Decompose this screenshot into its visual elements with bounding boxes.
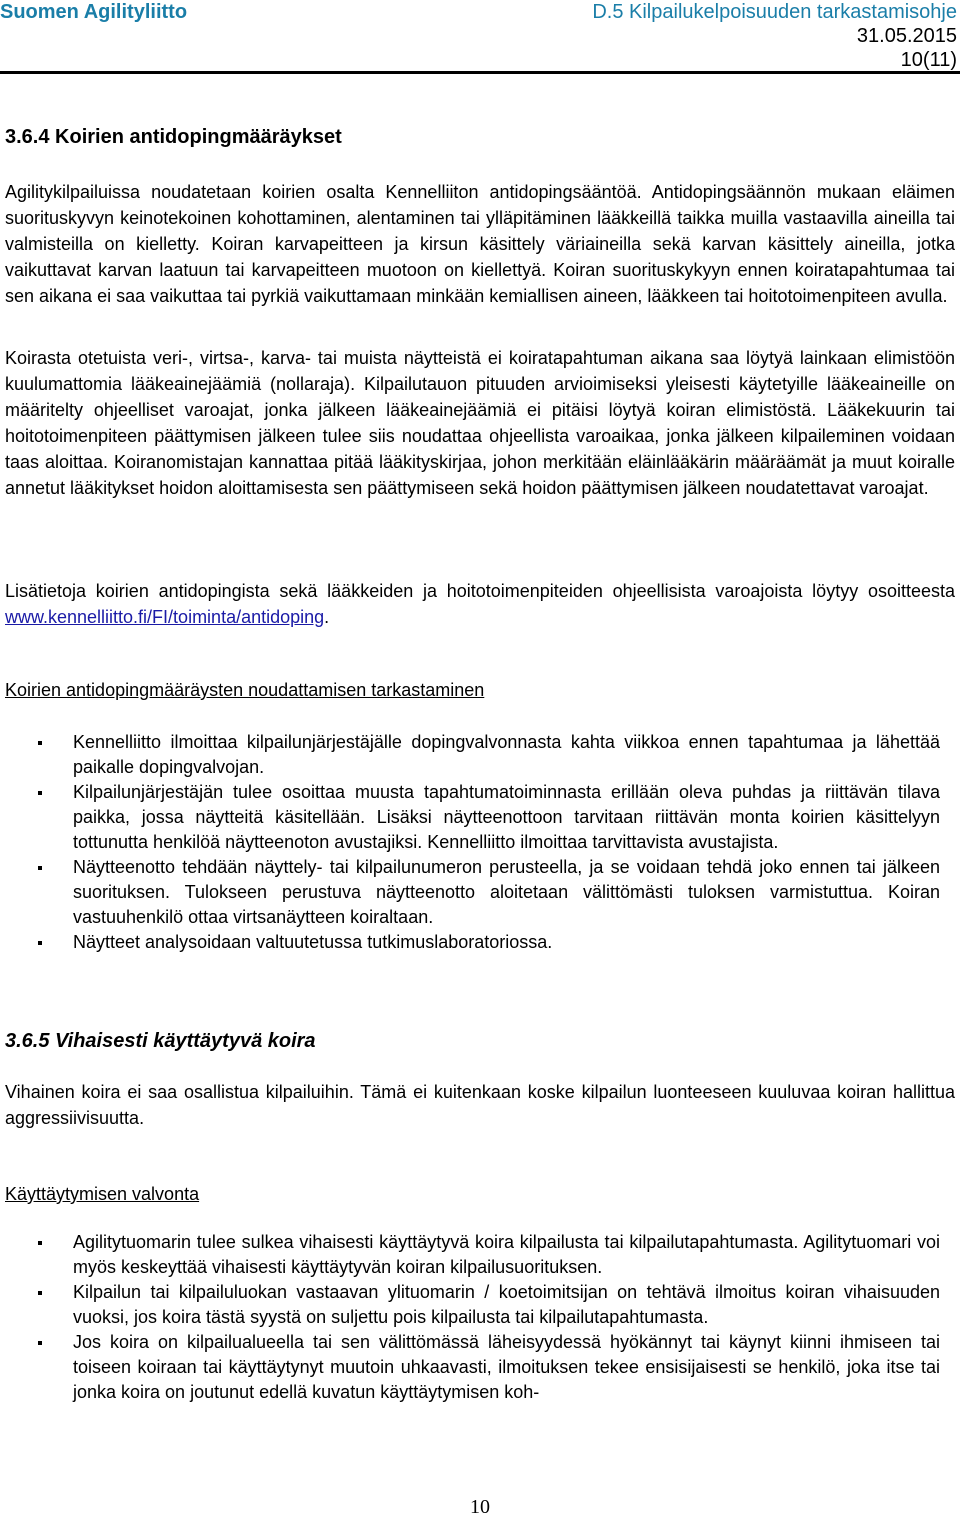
list-item	[0, 930, 940, 955]
list-item	[0, 1330, 940, 1405]
list-item	[0, 730, 940, 780]
bullet-marker	[38, 1241, 42, 1245]
bullet-marker	[38, 866, 42, 870]
paragraph-aggressive-dog: Vihainen koira ei saa osallistua kilpailuihin. Tämä ei kuitenkaan koske kilpailun luonteeseen kuuluvaa koiran hallittua aggressiivisuutta.	[5, 1082, 955, 1128]
list-item-text: Kilpailun tai kilpailuluokan vastaavan ylituomarin / koetoimitsijan on tehtävä ilmoitus koiran vihaisuuden vuoksi, jos koira tästä syystä on suljettu pois kilpailusta tai kilpailutapahtumasta.	[73, 1282, 940, 1327]
list-item	[0, 1230, 940, 1280]
list-item-text: Kilpailunjärjestäjän tulee osoittaa muusta tapahtumatoiminnasta erillään oleva puhdas ja riittävän tilava paikka, jossa näytteitä käsitellään. Lisäksi näytteenottoon tarvitaan riittävän monta koirien käsittelyyn tottunutta henkilöä näytteenoton avustajiksi. Kennelliitto ilmoittaa tarvittavista avustajista.	[73, 782, 940, 852]
paragraph-more-info	[5, 578, 955, 630]
compliance-bullet-list	[0, 730, 960, 955]
subheading-compliance-check: Koirien antidopingmääräysten noudattamisen tarkastaminen	[5, 680, 485, 700]
list-item-text: Kennelliitto ilmoittaa kilpailunjärjestäjälle dopingvalvonnasta kahta viikkoa ennen tapahtumaa ja lähettää paikalle dopingvalvojan.	[73, 732, 940, 777]
header-right-block	[592, 0, 957, 72]
more-info-text: Lisätietoja koirien antidopingista sekä lääkkeiden ja hoitotoimenpiteiden ohjeellisista varoajoista löytyy osoitteesta	[5, 581, 955, 601]
bullet-marker	[38, 941, 42, 945]
header-divider	[0, 71, 960, 74]
behavior-bullet-list	[0, 1230, 960, 1405]
header-organization: Suomen Agilityliitto	[0, 1, 188, 23]
list-item-text: Jos koira on kilpailualueella tai sen välittömässä läheisyydessä hyökännyt tai käynyt kiinni ihmiseen tai toiseen koiraan tai käyttäytynyt muutoin uhkaavasti, ilmoituksen tekee ensisijaisesti se henkilö, joka itse tai jonka koira on joutunut edellä kuvatun käyttäytymisen koh-	[73, 1332, 940, 1402]
antidoping-link[interactable]: www.kennelliitto.fi/FI/toiminta/antidoping	[5, 607, 325, 627]
bullet-marker	[38, 1291, 42, 1295]
paragraph-sample-rules: Koirasta otetuista veri-, virtsa-, karva- tai muista näytteistä ei koiratapahtuman aikana saa löytyä lainkaan elimistöön kuulumattomia lääkeainejäämiä (nollaraja). Kilpailutauon pituuden arvioimiseksi yleisesti käytetyille lääkeaineille on määritelty ohjeelliset varoajat, jonka jälkeen lääkeainejäämiä ei pitäisi löytyä koiran elimistöstä. Lääkekuurin tai hoitotoimenpiteen päättymisen jälkeen tulee siis noudattaa ohjeellista varoaikaa, jonka jälkeen kilpaileminen voidaan taas aloittaa. Koiranomistajan kannattaa pitää lääkityskirjaa, johon merkitään eläinlääkärin määräämät ja muut koiralle annetut lääkitykset hoidon aloittamisesta sen päättymiseen sekä hoidon päättymisen jälkeen noudatettavat varoajat.	[5, 348, 955, 498]
more-info-end: .	[324, 607, 330, 627]
list-item-text: Agilitytuomarin tulee sulkea vihaisesti käyttäytyvä koira kilpailusta tai kilpailutapahtumasta. Agilitytuomari voi myös keskeyttää vihaisesti käyttäytyvän koiran kilpailusuorituksen.	[73, 1232, 940, 1277]
list-item-text: Näytteet analysoidaan valtuutetussa tutkimuslaboratoriossa.	[73, 932, 553, 952]
list-item	[0, 1280, 940, 1330]
section-heading-aggressive-dog: 3.6.5 Vihaisesti käyttäytyvä koira	[5, 1030, 316, 1052]
bullet-marker	[38, 741, 42, 745]
footer-page-number: 10	[470, 1496, 490, 1518]
list-item	[0, 855, 940, 930]
header-document-title: D.5 Kilpailukelpoisuuden tarkastamisohje	[592, 1, 957, 23]
paragraph-antidoping-rules: Agilitykilpailuissa noudatetaan koirien osalta Kennelliiton antidopingsääntöä. Antidopingsäännön mukaan eläimen suorituskyvyn keinotekoinen kohottaminen, alentaminen tai ylläpitäminen lääkkeillä taikka muilla vastaavilla aineilla tai valmisteilla on kielletty. Koiran karvapeitteen ja kirsun käsittely väriaineilla sekä karvan käsittely aineilla, jotka vaikuttavat karvan laatuun tai karvapeitteen muotoon on kiellettyä. Koiran suorituskykyyn ennen koiratapahtumaa tai sen aikana ei saa vaikuttaa tai pyrkiä vaikuttamaan minkään kemiallisen aineen, lääkkeen tai hoitotoimenpiteen avulla.	[5, 182, 955, 306]
subheading-behavior-monitoring: Käyttäytymisen valvonta	[5, 1184, 200, 1204]
list-item-text: Näytteenotto tehdään näyttely- tai kilpailunumeron perusteella, ja se voidaan tehdä joko ennen tai jälkeen suorituksen. Tulokseen perustuva näytteenotto aloitetaan välittömästi tuloksen varmistuttua. Koiran vastuuhenkilö ottaa virtsanäytteen koiraltaan.	[73, 857, 940, 927]
header-date: 31.05.2015	[856, 25, 957, 47]
bullet-marker	[38, 1341, 42, 1345]
bullet-marker	[38, 791, 42, 795]
header-page-count: 10(11)	[900, 49, 957, 71]
section-heading-antidoping: 3.6.4 Koirien antidopingmääräykset	[5, 126, 342, 148]
list-item	[0, 780, 940, 855]
